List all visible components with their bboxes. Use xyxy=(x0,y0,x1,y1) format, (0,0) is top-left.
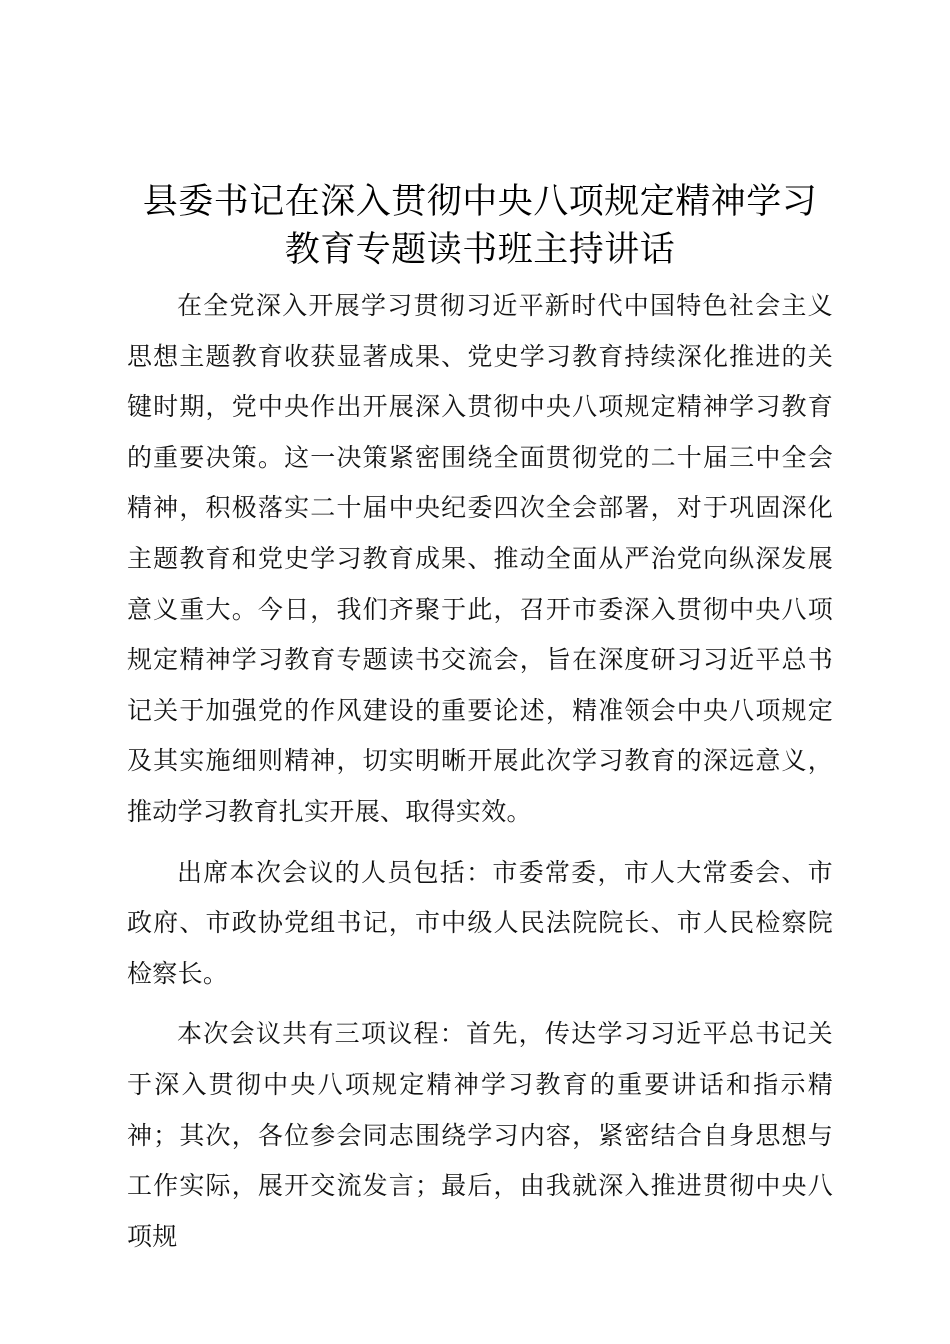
document-title: 县委书记在深入贯彻中央八项规定精神学习教育专题读书班主持讲话 xyxy=(142,182,818,270)
paragraph-attendees: 出席本次会议的人员包括：市委常委，市人大常委会、市政府、市政协党组书记，市中级人民法院院长、市人民检察院检察长。 xyxy=(127,857,833,988)
paragraph-intro: 在全党深入开展学习贯彻习近平新时代中国特色社会主义思想主题教育收获显著成果、党史学习教育持续深化推进的关键时期，党中央作出开展深入贯彻中央八项规定精神学习教育的重要决策。这一决策紧密围绕全面贯彻党的二十届三中全会精神，积极落实二十届中央纪委四次全会部署，对于巩固深化主题教育和党史学习教育成果、推动全面从严治党向纵深发展意义重大。今日，我们齐聚于此，召开市委深入贯彻中央八项规定精神学习教育专题读书交流会，旨在深度研习习近平总书记关于加强党的作风建设的重要论述，精准领会中央八项规定及其实施细则精神，切实明晰开展此次学习教育的深远意义，推动学习教育扎实开展、取得实效。 xyxy=(127,291,833,826)
paragraph-agenda: 本次会议共有三项议程：首先，传达学习习近平总书记关于深入贯彻中央八项规定精神学习教育的重要讲话和指示精神；其次，各位参会同志围绕学习内容，紧密结合自身思想与工作实际，展开交流发言；最后，由我就深入推进贯彻中央八项规 xyxy=(127,1019,833,1251)
document-page xyxy=(127,178,833,1262)
